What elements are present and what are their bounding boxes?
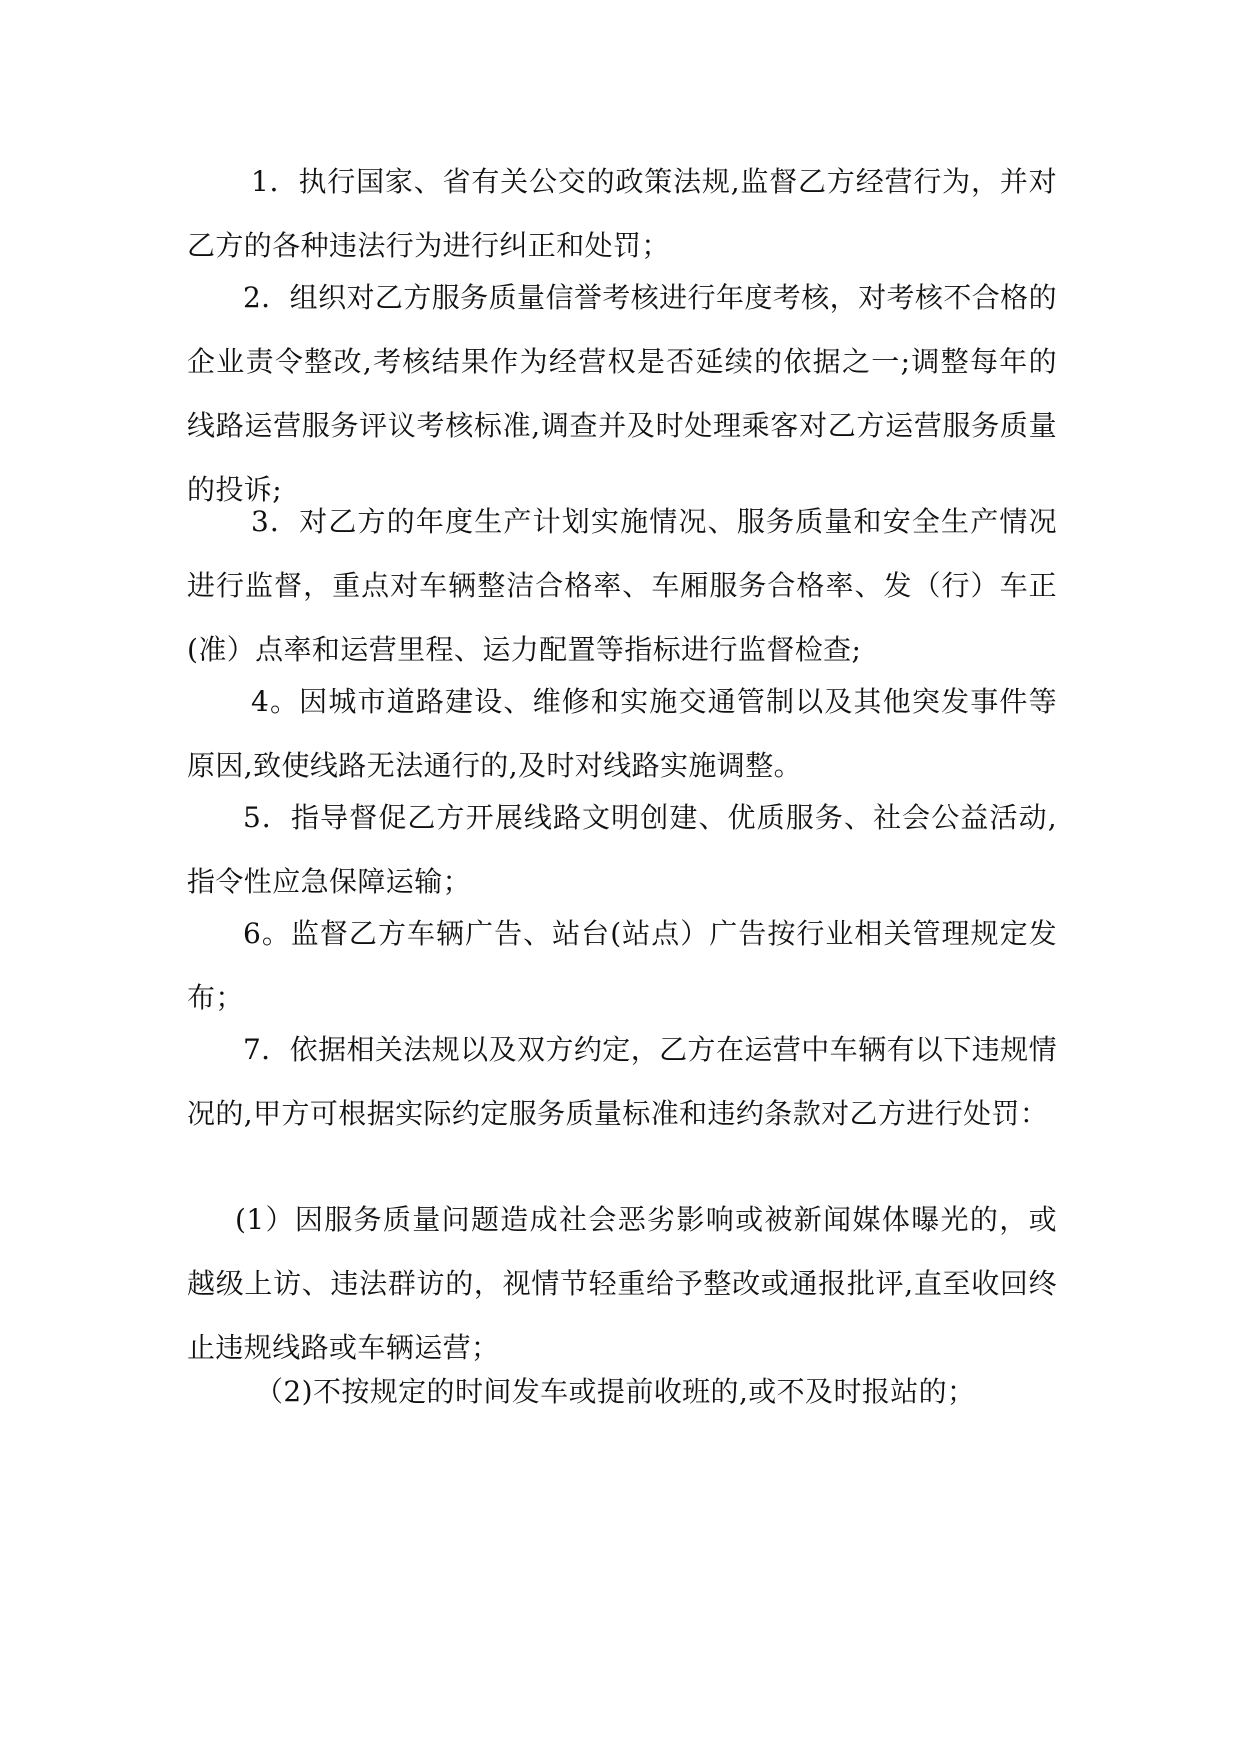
paragraph-1: 1．执行国家、省有关公交的政策法规,监督乙方经营行为，并对乙方的各种违法行为进行纠正和处罚； [187, 165, 1057, 262]
paragraph-2: 2．组织对乙方服务质量信誉考核进行年度考核，对考核不合格的企业责令整改,考核结果作为经营权是否延续的依据之一;调整每年的线路运营服务评议考核标准,调查并及时处理乘客对乙方运营服务质量的投诉; [187, 281, 1057, 506]
paragraph-9: （2)不按规定的时间发车或提前收班的,或不及时报站的； [255, 1375, 976, 1408]
paragraph-4: 4。因城市道路建设、维修和实施交通管制以及其他突发事件等原因,致使线路无法通行的,及时对线路实施调整。 [187, 685, 1057, 782]
paragraph-3: 3．对乙方的年度生产计划实施情况、服务质量和安全生产情况进行监督，重点对车辆整洁合格率、车厢服务合格率、发（行）车正(准）点率和运营里程、运力配置等指标进行监督检查; [187, 505, 1057, 666]
paragraph-7: 7．依据相关法规以及双方约定，乙方在运营中车辆有以下违规情况的,甲方可根据实际约定服务质量标准和违约条款对乙方进行处罚： [187, 1033, 1057, 1130]
paragraph-8: (1）因服务质量问题造成社会恶劣影响或被新闻媒体曝光的，或越级上访、违法群访的，视情节轻重给予整改或通报批评,直至收回终止违规线路或车辆运营； [187, 1203, 1057, 1364]
paragraph-6: 6。监督乙方车辆广告、站台(站点）广告按行业相关管理规定发布； [187, 917, 1057, 1014]
paragraph-5: 5．指导督促乙方开展线路文明创建、优质服务、社会公益活动,指令性应急保障运输； [187, 801, 1057, 898]
